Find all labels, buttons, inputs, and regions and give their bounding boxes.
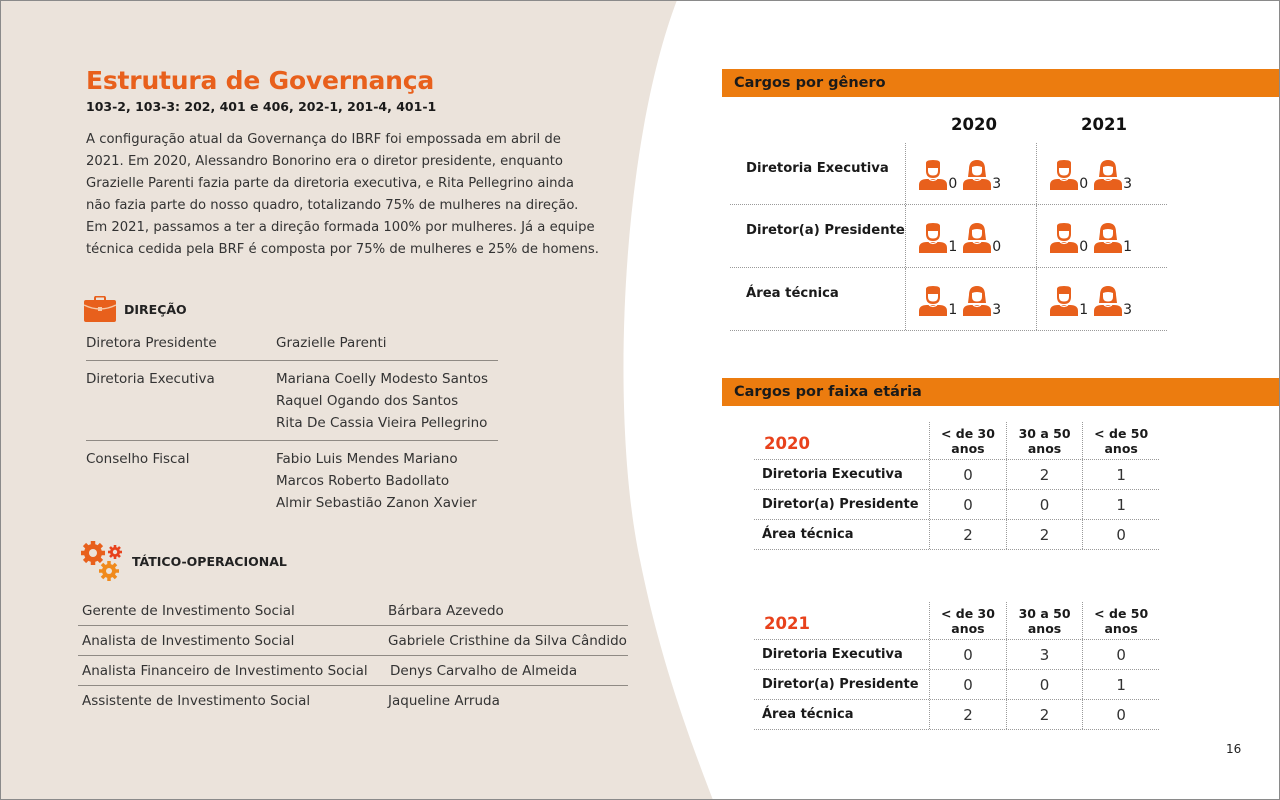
page-title: Estrutura de Governança xyxy=(86,66,435,95)
table-row xyxy=(86,368,498,441)
men-count: 1 xyxy=(1079,302,1089,318)
column-header-line: anos xyxy=(951,620,985,636)
cell: 2 xyxy=(1006,460,1083,489)
woman-icon xyxy=(1094,160,1122,190)
row-label: Área técnica xyxy=(746,286,839,301)
cell: 0 xyxy=(1082,520,1159,549)
person-name: Rita De Cassia Vieira Pellegrino xyxy=(276,415,488,431)
role: Analista de Investimento Social xyxy=(82,632,295,649)
gender-cell-2021 xyxy=(1036,143,1167,204)
woman-icon xyxy=(963,286,991,316)
age-table-2020 xyxy=(754,422,1159,550)
column-header xyxy=(929,602,1006,639)
column-header-line: < de 50 xyxy=(1094,605,1149,621)
role: Diretora Presidente xyxy=(86,335,217,351)
gender-band-title: Cargos por gênero xyxy=(722,69,1280,97)
person-name: Grazielle Parenti xyxy=(276,335,387,351)
person-name: Fabio Luis Mendes Mariano xyxy=(276,451,458,467)
row-label: Diretoria Executiva xyxy=(762,467,903,482)
role: Assistente de Investimento Social xyxy=(82,693,311,709)
table-row xyxy=(754,640,1159,670)
cell: 0 xyxy=(929,670,1006,699)
row-label: Área técnica xyxy=(762,527,854,542)
table-row xyxy=(730,205,1167,268)
man-icon xyxy=(919,160,947,190)
woman-icon xyxy=(963,160,991,190)
cell: 0 xyxy=(1082,640,1159,669)
women-count: 3 xyxy=(992,302,1002,318)
table-row xyxy=(78,686,628,716)
names xyxy=(276,368,488,434)
tatico-heading xyxy=(80,540,287,582)
age-band-title: Cargos por faixa etária xyxy=(722,378,1280,406)
person-name: Marcos Roberto Badollato xyxy=(276,473,450,489)
gender-year-header: 2020 xyxy=(951,115,997,134)
column-header-line: < de 30 xyxy=(940,605,995,621)
right-column xyxy=(700,0,1280,800)
cell: 3 xyxy=(1006,640,1083,669)
intro-line: não fazia parte do nosso quadro, totalizando 75% de mulheres na direção. xyxy=(86,198,579,213)
direcao-title: DIREÇÃO xyxy=(124,301,187,317)
tatico-title: TÁTICO-OPERACIONAL xyxy=(132,553,287,569)
table-row xyxy=(78,656,628,686)
intro-line: Em 2021, passamos a ter a direção formada 100% por mulheres. Já a equipe xyxy=(86,220,595,235)
women-count: 3 xyxy=(1123,302,1133,318)
row-label: Diretor(a) Presidente xyxy=(746,223,905,238)
woman-icon xyxy=(963,223,991,253)
person-name: Almir Sebastião Zanon Xavier xyxy=(276,495,477,511)
table-header-row xyxy=(754,602,1159,640)
table-header-row xyxy=(754,422,1159,460)
direcao-heading xyxy=(84,296,187,322)
column-header xyxy=(1006,422,1083,459)
column-header-line: 30 a 50 xyxy=(1018,425,1071,441)
intro-line: 2021. Em 2020, Alessandro Bonorino era o diretor presidente, enquanto xyxy=(86,154,563,169)
man-icon xyxy=(1050,223,1078,253)
gender-cell-2020 xyxy=(905,143,1036,204)
row-label: Área técnica xyxy=(762,707,854,722)
cell: 0 xyxy=(929,640,1006,669)
man-icon xyxy=(919,286,947,316)
column-header-line: anos xyxy=(1027,440,1062,456)
row-label: Diretoria Executiva xyxy=(762,647,903,662)
column-header xyxy=(1082,422,1159,459)
intro-line: Grazielle Parenti fazia parte da diretoria executiva, e Rita Pellegrino ainda xyxy=(86,176,574,191)
table-row xyxy=(754,490,1159,520)
men-count: 1 xyxy=(948,239,958,255)
men-count: 0 xyxy=(948,176,958,192)
table-row xyxy=(754,520,1159,550)
person-name: Denys Carvalho de Almeida xyxy=(390,662,578,679)
cell: 0 xyxy=(929,490,1006,519)
age-table-2021 xyxy=(754,602,1159,730)
table-row xyxy=(86,448,498,520)
cell: 2 xyxy=(1006,520,1083,549)
cell: 1 xyxy=(1082,460,1159,489)
column-header-line: < de 30 xyxy=(940,425,995,441)
column-header xyxy=(929,422,1006,459)
names xyxy=(276,332,387,354)
person-name: Mariana Coelly Modesto Santos xyxy=(276,371,489,387)
table-row xyxy=(730,143,1167,205)
table-row xyxy=(754,700,1159,730)
table-row xyxy=(730,268,1167,331)
table-row xyxy=(754,460,1159,490)
cell: 1 xyxy=(1082,670,1159,699)
role: Gerente de Investimento Social xyxy=(82,602,295,619)
intro-line: técnica cedida pela BRF é composta por 75% de mulheres e 25% de homens. xyxy=(86,242,599,257)
men-count: 0 xyxy=(1079,239,1089,255)
column-header-line: anos xyxy=(1104,440,1138,456)
page-number: 16 xyxy=(1226,742,1242,756)
column-header-line: anos xyxy=(1027,620,1062,636)
table-row xyxy=(78,626,628,656)
person-name: Raquel Ogando dos Santos xyxy=(276,393,459,409)
gri-codes: 103-2, 103-3: 202, 401 e 406, 202-1, 201-4, 401-1 xyxy=(86,99,437,114)
column-header xyxy=(1006,602,1083,639)
column-header-line: 30 a 50 xyxy=(1018,605,1071,621)
direcao-table xyxy=(86,332,498,527)
women-count: 1 xyxy=(1123,239,1133,255)
names xyxy=(276,448,477,514)
cell: 0 xyxy=(929,460,1006,489)
role: Diretoria Executiva xyxy=(86,371,215,387)
men-count: 1 xyxy=(948,302,958,318)
man-icon xyxy=(1050,160,1078,190)
column-header-line: anos xyxy=(951,440,985,456)
person-name: Bárbara Azevedo xyxy=(388,602,504,619)
cell: 0 xyxy=(1082,700,1159,729)
column-header-line: anos xyxy=(1104,620,1138,636)
gender-year-header: 2021 xyxy=(1081,115,1127,134)
cell: 0 xyxy=(1006,490,1083,519)
cell: 1 xyxy=(1082,490,1159,519)
man-icon xyxy=(919,223,947,253)
row-label: Diretor(a) Presidente xyxy=(762,677,919,692)
women-count: 0 xyxy=(992,239,1002,255)
table-row xyxy=(754,670,1159,700)
gender-cell-2020 xyxy=(905,268,1036,330)
intro-line: A configuração atual da Governança do IBRF foi empossada em abril de xyxy=(86,132,561,147)
woman-icon xyxy=(1094,286,1122,316)
role: Analista Financeiro de Investimento Social xyxy=(82,662,368,679)
briefcase-icon xyxy=(84,296,116,322)
gender-cell-2020 xyxy=(905,205,1036,267)
tatico-table xyxy=(78,596,628,716)
table-year: 2021 xyxy=(764,614,810,633)
row-label: Diretor(a) Presidente xyxy=(762,497,919,512)
woman-icon xyxy=(1094,223,1122,253)
role: Conselho Fiscal xyxy=(86,451,190,467)
cell: 2 xyxy=(929,520,1006,549)
table-row xyxy=(86,332,498,361)
cell: 2 xyxy=(1006,700,1083,729)
column-header xyxy=(1082,602,1159,639)
intro-paragraph xyxy=(86,129,606,261)
gender-cell-2021 xyxy=(1036,268,1167,330)
women-count: 3 xyxy=(1123,176,1133,192)
gender-cell-2021 xyxy=(1036,205,1167,267)
men-count: 0 xyxy=(1079,176,1089,192)
cell: 2 xyxy=(929,700,1006,729)
person-name: Jaqueline Arruda xyxy=(388,693,500,709)
women-count: 3 xyxy=(992,176,1002,192)
person-name: Gabriele Cristhine da Silva Cândido xyxy=(388,632,627,649)
man-icon xyxy=(1050,286,1078,316)
cell: 0 xyxy=(1006,670,1083,699)
table-row xyxy=(78,596,628,626)
gender-table xyxy=(730,143,1167,331)
gears-icon xyxy=(80,540,124,582)
table-year: 2020 xyxy=(764,434,810,453)
column-header-line: < de 50 xyxy=(1094,425,1149,441)
row-label: Diretoria Executiva xyxy=(746,161,889,176)
